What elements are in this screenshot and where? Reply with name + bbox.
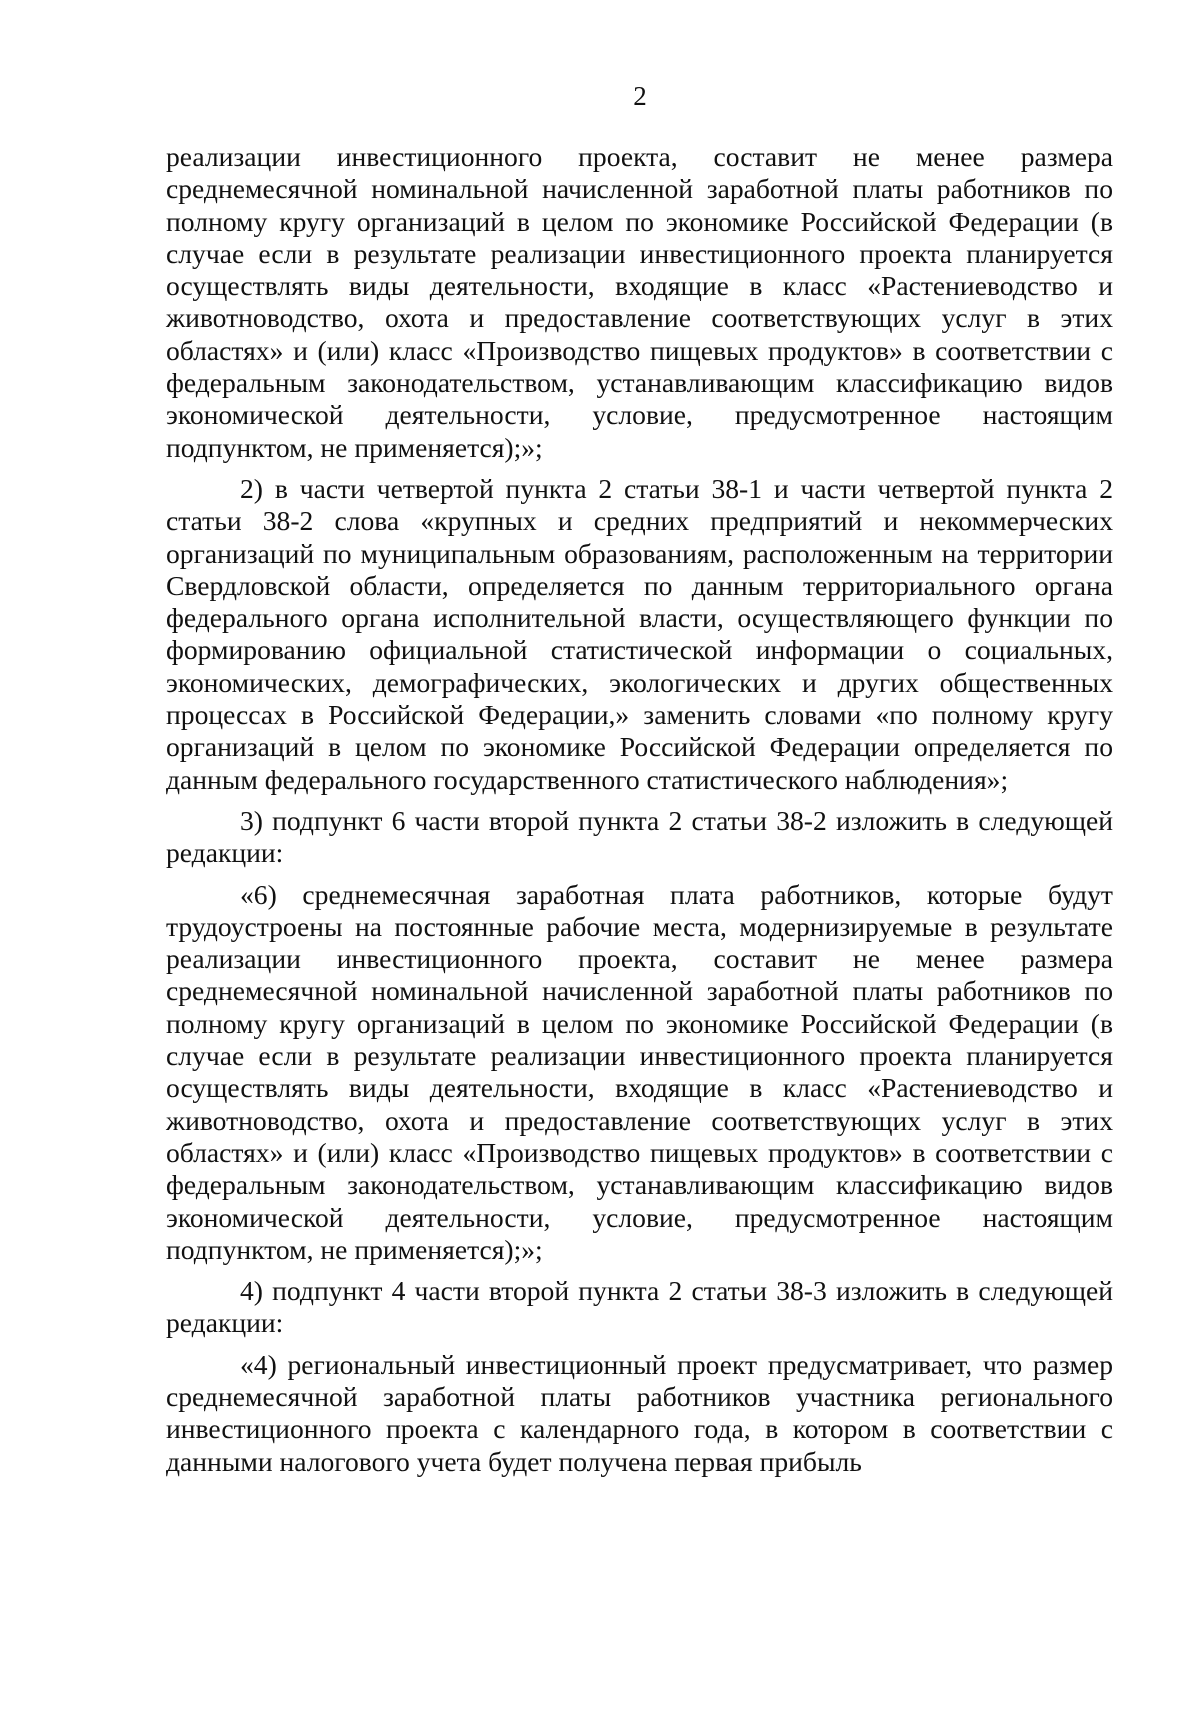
paragraph-item-3: 3) подпункт 6 части второй пункта 2 статьи 38-2 изложить в следующей редакции: [166, 804, 1113, 869]
paragraph-subitem-6-text: «6) среднемесячная заработная плата работников, которые будут трудоустроены на постоянные рабочие места, модернизируемые в результате реализации инвестиционного проекта, составит не менее размера среднемесячной номинальной начисленной заработной платы работников по полному кругу организаций в целом по экономике Российской Федерации (в случае если в результате реализации инвестиционного проекта планируется осуществлять виды деятельности, входящие в класс «Растениеводство и животноводство, охота и предоставление соответствующих услуг в этих областях» и (или) класс «Производство пищевых продуктов» в соответствии с федеральным законодательством, устанавливающим классификацию видов экономической деятельности, условие, предусмотренное настоящим подпунктом, не применяется);»; [166, 878, 1113, 1265]
document-body [166, 141, 1113, 1478]
paragraph-subitem-4-text: «4) региональный инвестиционный проект предусматривает, что размер среднемесячной заработной платы работников участника регионального инвестиционного проекта с календарного года, в котором в соответствии с данными налогового учета будет получена первая прибыль [166, 1348, 1113, 1477]
paragraph-continuation: реализации инвестиционного проекта, составит не менее размера среднемесячной номинальной начисленной заработной платы работников по полному кругу организаций в целом по экономике Российской Федерации (в случае если в результате реализации инвестиционного проекта планируется осуществлять виды деятельности, входящие в класс «Растениеводство и животноводство, охота и предоставление соответствующих услуг в этих областях» и (или) класс «Производство пищевых продуктов» в соответствии с федеральным законодательством, устанавливающим классификацию видов экономической деятельности, условие, предусмотренное настоящим подпунктом, не применяется);»; [166, 141, 1113, 463]
paragraph-item-4: 4) подпункт 4 части второй пункта 2 статьи 38-3 изложить в следующей редакции: [166, 1275, 1113, 1339]
page-number: 2 [633, 81, 647, 111]
paragraph-item-2: 2) в части четвертой пункта 2 статьи 38-1 и части четвертой пункта 2 статьи 38-2 слова «крупных и средних предприятий и некоммерческих организаций по муниципальным образованиям, расположенным на территории Свердловской области, определяется по данным территориального органа федерального органа исполнительной власти, осуществляющего функции по формированию официальной статистической информации о социальных, экономических, демографических, экологических и других общественных процессах в Российской Федерации,» заменить словами «по полному кругу организаций в целом по экономике Российской Федерации определяется по данным федерального государственного статистического наблюдения»; [166, 472, 1113, 795]
